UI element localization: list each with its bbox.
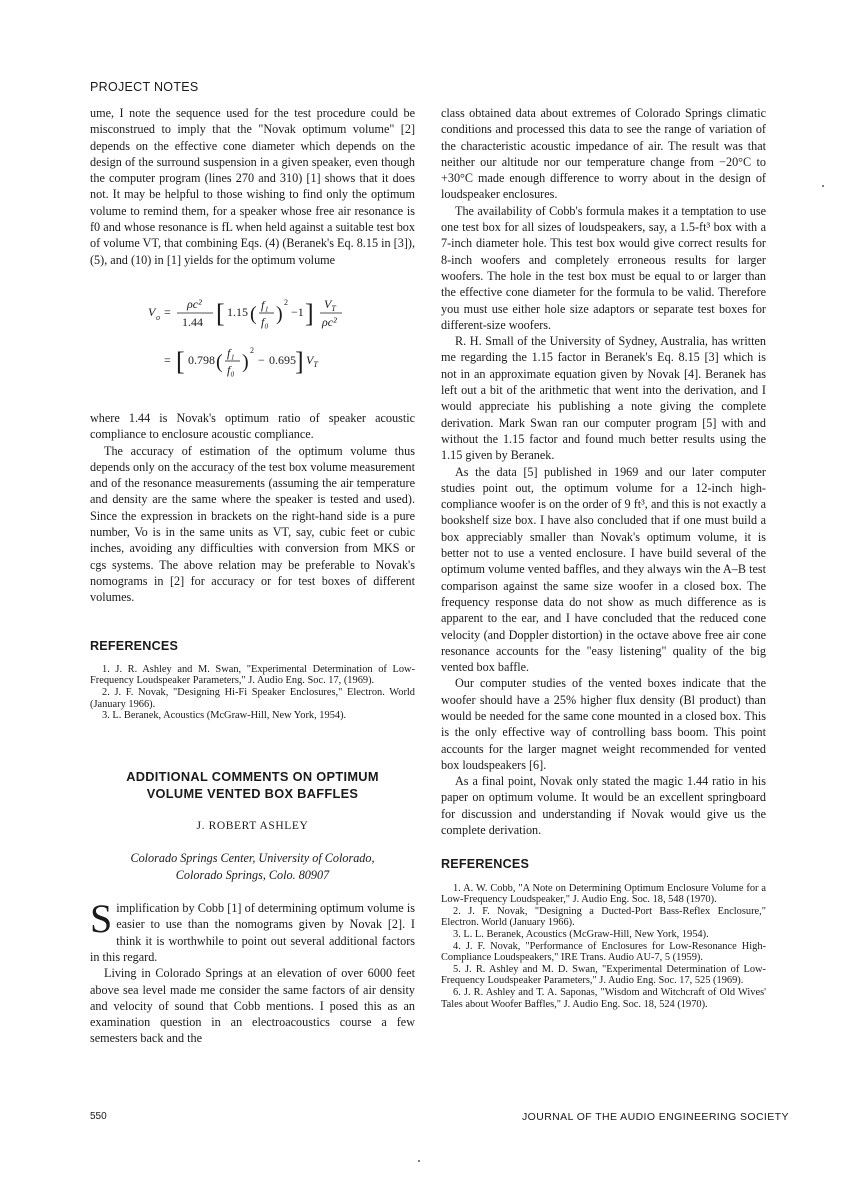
reference-item: 5. J. R. Ashley and M. D. Swan, "Experimental Determination of Low-Frequency Loudspeaker Parameters," J. Audio Eng. Soc. 17, 525 (1969).: [441, 963, 766, 987]
reference-item: 4. J. F. Novak, "Performance of Enclosures for Low-Resonance High-Compliance Loudspeakers," IRE Trans. Audio AU-7, 5 (1959).: [441, 940, 766, 964]
body-paragraph: Living in Colorado Springs at an elevation of over 6000 feet above sea level made me consider the same factors of air density and velocity of sound that Cobb mentions. I posed this as an examination question in an electroacoustics course a few semesters back and the: [90, 966, 415, 1046]
reference-item: 1. A. W. Cobb, "A Note on Determining Optimum Enclosure Volume for a Low-Frequency Loudspeaker," J. Audio Eng. Soc. 18, 548 (1970).: [441, 882, 766, 906]
svg-text:=: =: [164, 352, 171, 367]
scan-speck: [822, 185, 824, 187]
reference-list: [90, 664, 415, 722]
scan-speck: [418, 1160, 420, 1162]
body-paragraph: where 1.44 is Novak's optimum ratio of speaker acoustic compliance to enclosure acoustic compliance.: [90, 410, 415, 442]
body-paragraph: class obtained data about extremes of Colorado Springs climatic conditions and processed this data to see the range of variation of the characteristic acoustic impedance of air. The result was that neither our altitude nor our temperature change from −20°C to +30°C made enough difference to worry about in the design of loudspeaker enclosures.: [441, 106, 766, 202]
svg-text:2: 2: [250, 345, 254, 355]
references-heading: REFERENCES: [90, 638, 179, 653]
svg-text:ρc²: ρc²: [187, 296, 202, 311]
svg-text:1.15: 1.15: [227, 304, 248, 319]
svg-text:VT: $V_T$: [324, 296, 336, 313]
reference-list: [441, 883, 766, 1011]
body-paragraph: R. H. Small of the University of Sydney, Australia, has written me regarding the 1.15 factor in Beranek's Eq. 8.15 [3] which is not in an approximate equation given by Novak [4]. Beranek has left out a bit of the arithmetic that went into the derivation, and I would appreciate his publishing a note giving the complete derivation. Mark Swan ran our computer program [5] with and without the 1.15 factor and found much better results using the 1.15 given by Beranek.: [441, 334, 766, 463]
body-paragraph: The accuracy of estimation of the optimum volume thus depends only on the accuracy of the test box volume measurement and of the resonance measurements (assuming the air temperature and density are the same where the speaker is tested and used). Since the expression in brackets on the right-hand side is a pure number, Vo is in the same units as VT, say, cubic feet or cubic inches, avoiding any difficulties with conversion from MKS or cgs systems. The above relation may be preferable to Novak's nomograms in [2] for accuracy or for test boxes of different volumes.: [90, 443, 415, 605]
body-paragraph: ume, I note the sequence used for the test procedure could be misconstrued to imply that the "Novak optimum volume" [2] depends on the effective cone diameter which depends on the design of the surround suspension in a given speaker, even though the computer program (lines 270 and 310) [1] shows that it does not. It may be helpful to those wishing to find only the optimum volume to remind them, for a speaker whose free air resonance is f0 and whose resonance is fL when held against a suitable test box of volume VT, that combining Eqs. (4) (Beranek's Eq. 8.15 in [3]), (5), and (10) in [1] yields for the optimum volume: [90, 106, 415, 267]
svg-text:2: 2: [284, 297, 288, 307]
reference-item: 3. L. L. Beranek, Acoustics (McGraw-Hill, New York, 1954).: [453, 929, 709, 941]
svg-text:f₀: f₀: [261, 314, 269, 329]
body-paragraph: As the data [5] published in 1969 and our later computer studies point out, the optimum volume for a 12-inch high-compliance woofer is on the order of 9 ft³, and this is not exactly a bookshelf size box. I have also concluded that if one must build a box appreciably smaller than Novak's optimum volume, it is better not to use a vented enclosure. I have build several of the optimum volume vented baffles, and they always win the A–B test comparison against the same size woofer in a closed box. The frequency response data do not show as much difference as is apparent to the ear, and I have concluded that the reduced cone velocity (and Doppler distortion) in the octave above free air cone resonance accounts for the "easy listening" quality of the big vented box baffle.: [441, 464, 766, 675]
optimum-volume-equation: [90, 288, 415, 388]
body-paragraph: As a final point, Novak only stated the magic 1.44 ratio in his paper on optimum volume. It would be an excellent springboard for discussion and understanding if Novak would give us the complete derivation.: [441, 774, 766, 838]
article-author: J. ROBERT ASHLEY: [196, 819, 309, 832]
svg-text:0.798: 0.798: [188, 352, 215, 367]
svg-text:f₁: f₁: [227, 345, 235, 360]
svg-text:): ): [276, 302, 283, 325]
svg-text:−1: −1: [291, 304, 304, 319]
svg-text:−: −: [258, 352, 265, 367]
left-column: [90, 105, 415, 1047]
svg-text:[: [: [176, 346, 185, 376]
equation-graphic: [90, 288, 415, 388]
svg-text:o: o: [156, 312, 160, 322]
author-affiliation: Colorado Springs Center, University of Colorado, Colorado Springs, Colo. 80907: [130, 851, 375, 883]
svg-text:): ): [242, 350, 249, 373]
body-paragraph: Our computer studies of the vented boxes indicate that the woofer should have a 25% higher flux density (Bl product) than would be needed for the same cone mounted in a closed box. This is the only effective way of controlling bass boom. This point accounts for the larger magnet weight recommended for vented box loudspeakers [6].: [441, 676, 766, 772]
page-number: 550: [90, 1111, 107, 1122]
references-heading: REFERENCES: [441, 857, 530, 872]
running-header: PROJECT NOTES: [90, 80, 199, 94]
svg-text:]: ]: [305, 298, 314, 328]
svg-text:[: [: [216, 298, 225, 328]
journal-footer: JOURNAL OF THE AUDIO ENGINEERING SOCIETY: [522, 1111, 789, 1123]
reference-item: 2. J. F. Novak, "Designing a Ducted-Port Bass-Reflex Enclosure," Electron. World (January 1966).: [441, 905, 766, 929]
svg-text:=: =: [164, 304, 171, 319]
svg-text:V: V: [148, 304, 156, 319]
article-title: ADDITIONAL COMMENTS ON OPTIMUM VOLUME VENTED BOX BAFFLES: [126, 768, 379, 801]
right-column: [441, 105, 766, 1010]
drop-cap: S: [90, 896, 113, 942]
reference-item: 2. J. F. Novak, "Designing Hi-Fi Speaker Enclosures," Electron. World (January 1966).: [90, 687, 415, 710]
body-paragraph: The availability of Cobb's formula makes it a temptation to use one test box for all sizes of loudspeakers, say, a 1.5-ft³ box with a 7-inch diameter hole. This test box would give correct results for 8-inch woofers and completely erroneous results for larger woofers. The hole in the test box must be equal to or larger than the effective cone diameter for the formula to be valid. Therefore you must use either hole size adaptors or separate test boxes for different-size woofers.: [441, 203, 766, 332]
reference-item: 3. L. Beranek, Acoustics (McGraw-Hill, New York, 1954).: [102, 710, 347, 722]
svg-text:f₀: f₀: [227, 362, 235, 377]
svg-text:ρc²: ρc²: [322, 314, 337, 329]
svg-text:1.44: 1.44: [182, 314, 203, 329]
svg-text:f₁: f₁: [261, 297, 269, 312]
svg-text:0.695: 0.695: [269, 352, 296, 367]
svg-text:VT: $V_T$: [306, 352, 318, 369]
body-paragraph: Simplification by Cobb [1] of determining optimum volume is easier to use than the nomograms given by Novak [2]. I think it is worthwhile to point out several additional factors in this regard.: [90, 896, 415, 964]
reference-item: 6. J. R. Ashley and T. A. Saponas, "Wisdom and Witchcraft of Old Wives' Tales about Woofer Baffles," J. Audio Eng. Soc. 18, 524 (1970).: [441, 987, 766, 1010]
reference-item: 1. J. R. Ashley and M. Swan, "Experimental Determination of Low-Frequency Loudspeaker Parameters," J. Audio Eng. Soc. 17, (1969).: [90, 663, 415, 687]
svg-text:(: (: [216, 350, 223, 373]
svg-text:]: ]: [295, 346, 304, 376]
svg-text:(: (: [250, 302, 257, 325]
